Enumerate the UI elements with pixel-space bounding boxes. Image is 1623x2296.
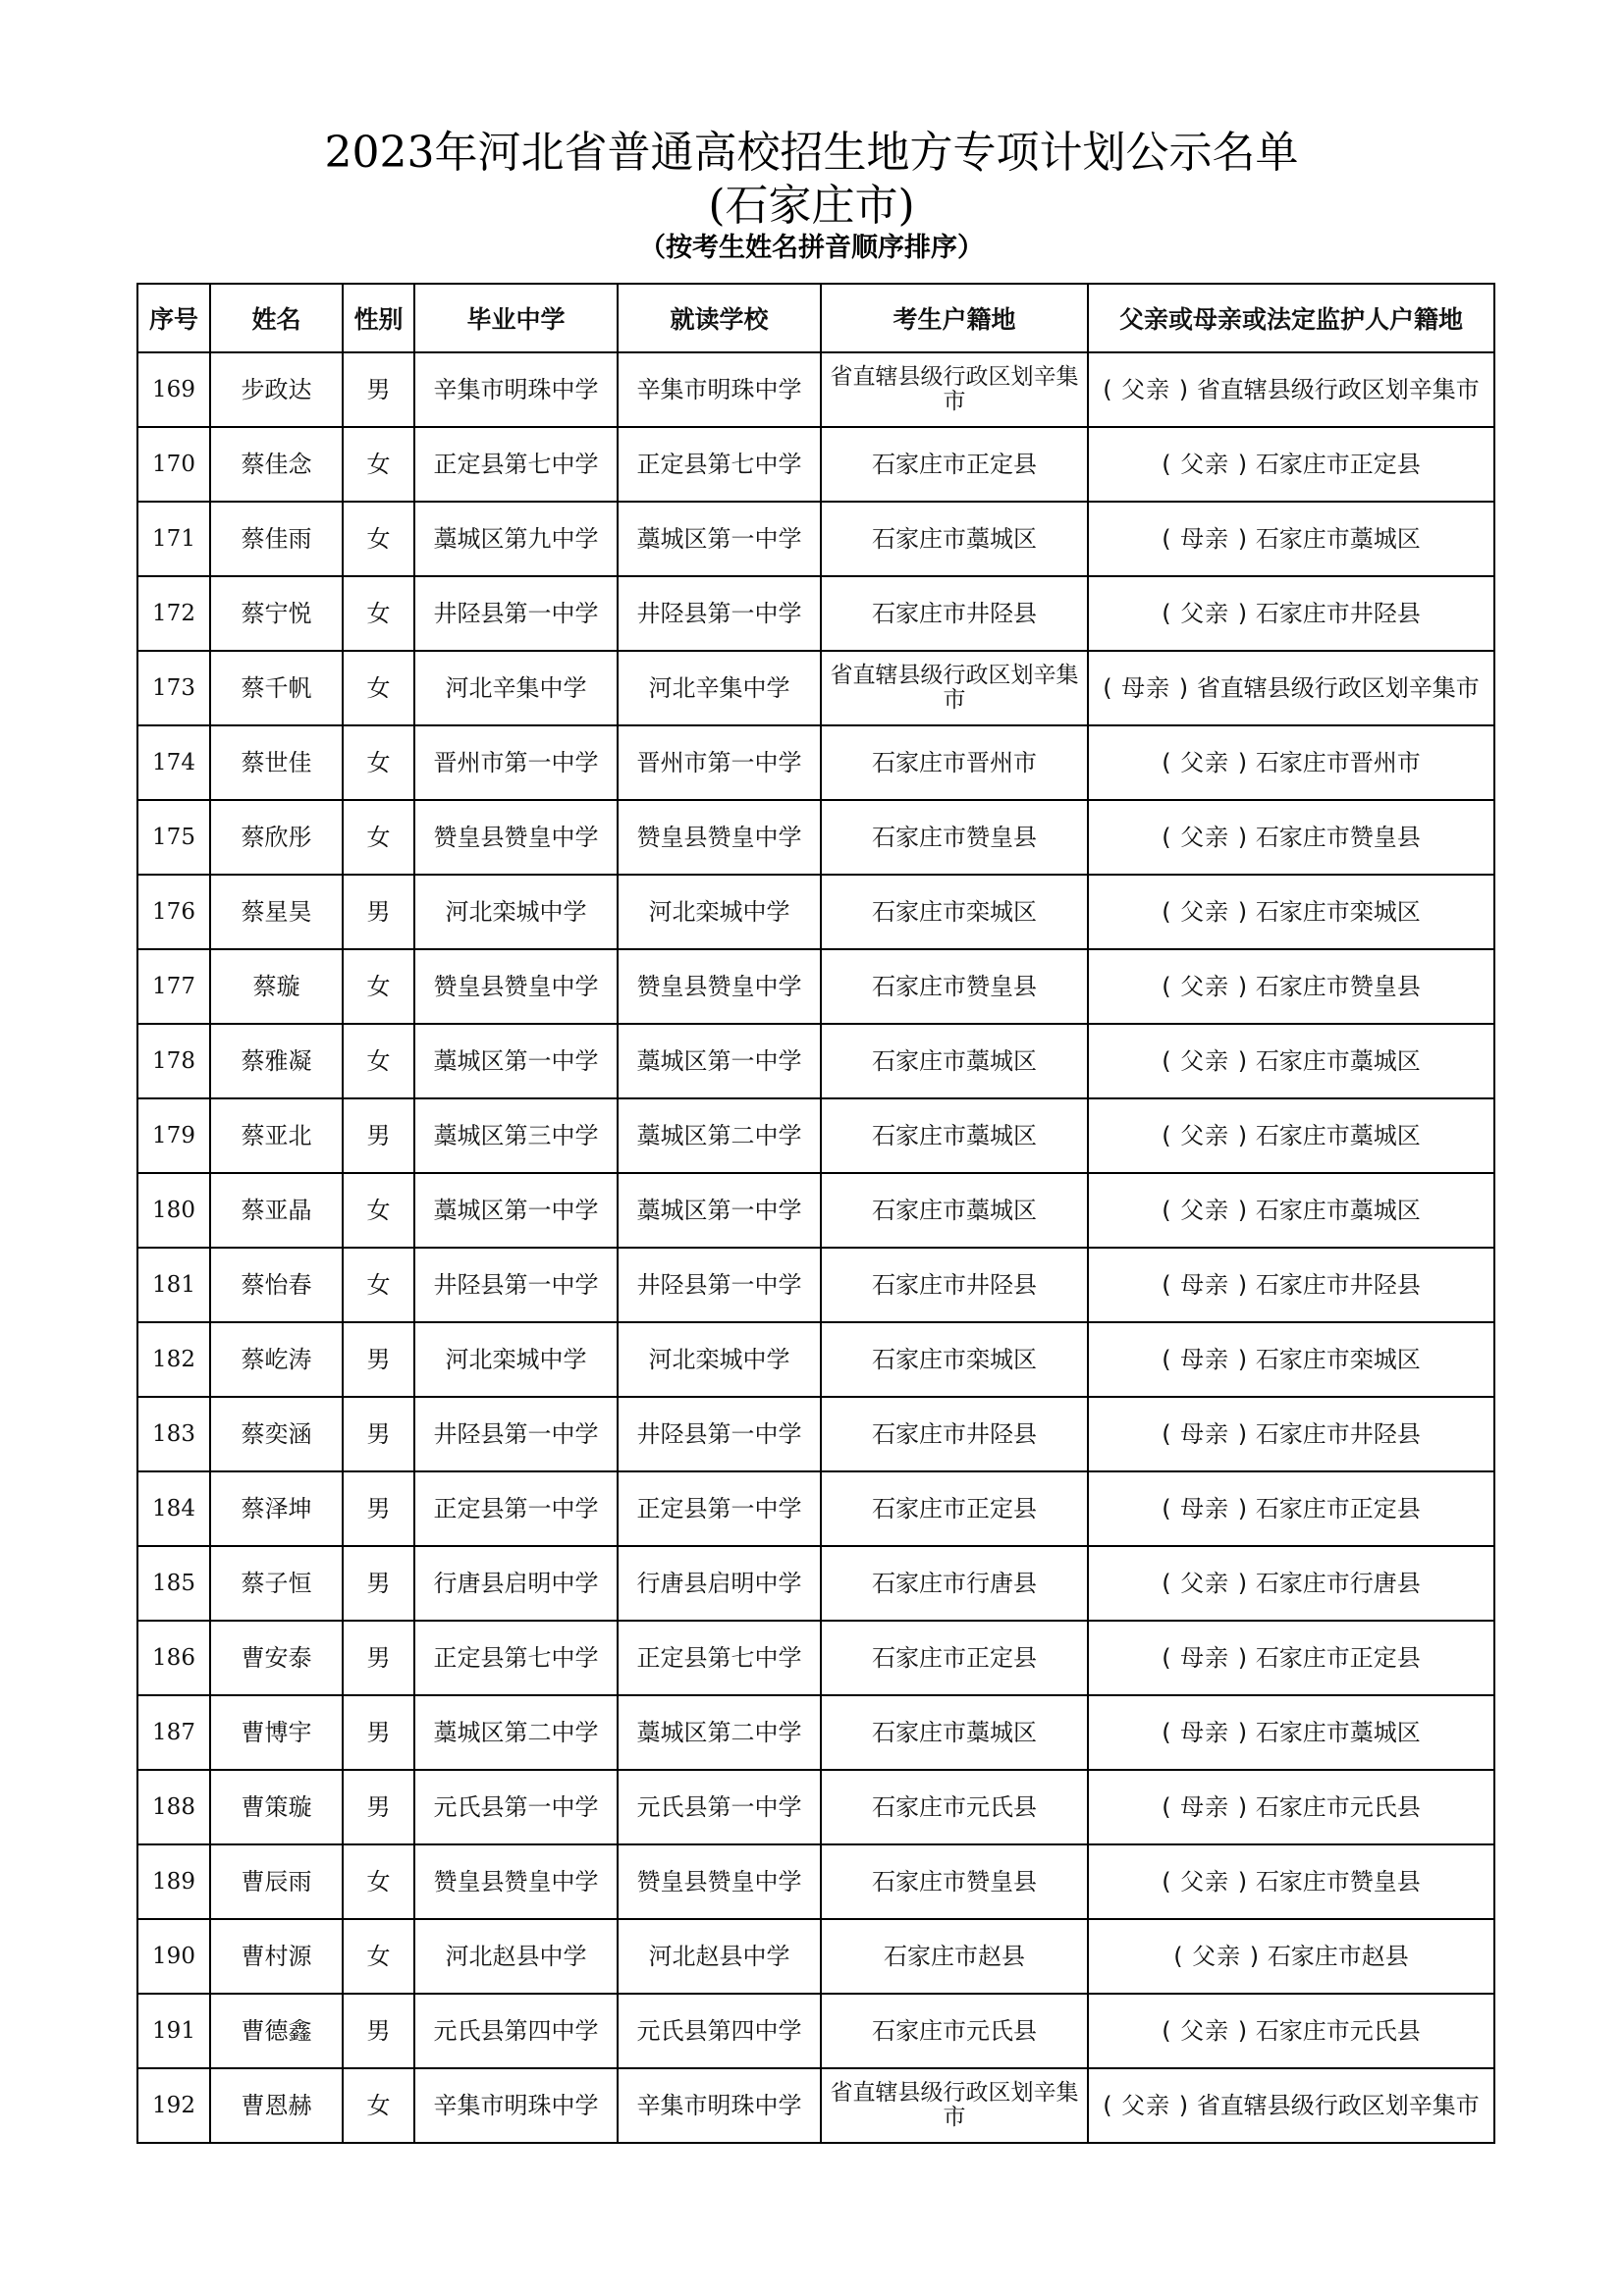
parent-relation: ( 母亲 ) xyxy=(1162,1420,1249,1448)
cell-grad-school: 井陉县第一中学 xyxy=(414,1397,618,1471)
parent-hukou-place: 石家庄市正定县 xyxy=(1255,451,1421,478)
cell-name: 蔡怡春 xyxy=(210,1248,343,1322)
cell-no: 191 xyxy=(137,1994,210,2068)
parent-hukou-place: 石家庄市藁城区 xyxy=(1255,1122,1421,1149)
cell-name: 曹村源 xyxy=(210,1919,343,1994)
cell-gender: 男 xyxy=(343,352,414,427)
parent-hukou-place: 石家庄市赵县 xyxy=(1267,1943,1409,1970)
cell-grad-school: 藁城区第一中学 xyxy=(414,1024,618,1098)
cell-name: 曹安泰 xyxy=(210,1621,343,1695)
cell-no: 181 xyxy=(137,1248,210,1322)
cell-no: 178 xyxy=(137,1024,210,1098)
cell-hukou: 石家庄市正定县 xyxy=(821,1471,1088,1546)
table-row xyxy=(137,1322,1494,1397)
cell-parent-hukou xyxy=(1088,800,1494,875)
cell-parent-hukou xyxy=(1088,949,1494,1024)
cell-no: 173 xyxy=(137,651,210,725)
parent-relation: ( 母亲 ) xyxy=(1162,1644,1249,1672)
cell-current-school: 正定县第七中学 xyxy=(618,1621,821,1695)
cell-no: 169 xyxy=(137,352,210,427)
cell-hukou: 石家庄市赞皇县 xyxy=(821,1844,1088,1919)
cell-grad-school: 行唐县启明中学 xyxy=(414,1546,618,1621)
cell-gender: 女 xyxy=(343,800,414,875)
cell-hukou: 石家庄市行唐县 xyxy=(821,1546,1088,1621)
cell-hukou: 石家庄市藁城区 xyxy=(821,502,1088,576)
parent-relation: ( 父亲 ) xyxy=(1162,973,1249,1000)
cell-grad-school: 藁城区第一中学 xyxy=(414,1173,618,1248)
cell-gender: 女 xyxy=(343,725,414,800)
header-cell-gender: 性别 xyxy=(343,284,414,352)
parent-relation: ( 父亲 ) xyxy=(1162,749,1249,776)
cell-grad-school: 河北赵县中学 xyxy=(414,1919,618,1994)
cell-no: 172 xyxy=(137,576,210,651)
cell-grad-school: 晋州市第一中学 xyxy=(414,725,618,800)
cell-no: 186 xyxy=(137,1621,210,1695)
parent-relation: ( 母亲 ) xyxy=(1162,525,1249,553)
table-row xyxy=(137,1621,1494,1695)
cell-name: 蔡奕涵 xyxy=(210,1397,343,1471)
table-row xyxy=(137,725,1494,800)
cell-parent-hukou xyxy=(1088,1098,1494,1173)
parent-hukou-place: 石家庄市晋州市 xyxy=(1255,749,1421,776)
table-row xyxy=(137,427,1494,502)
cell-parent-hukou xyxy=(1088,1994,1494,2068)
cell-grad-school: 辛集市明珠中学 xyxy=(414,352,618,427)
parent-hukou-place: 省直辖县级行政区划辛集市 xyxy=(1196,2091,1480,2119)
cell-hukou: 石家庄市井陉县 xyxy=(821,576,1088,651)
parent-relation: ( 父亲 ) xyxy=(1173,1943,1261,1970)
cell-grad-school: 赞皇县赞皇中学 xyxy=(414,949,618,1024)
cell-name: 曹博宇 xyxy=(210,1695,343,1770)
cell-parent-hukou xyxy=(1088,1770,1494,1844)
cell-no: 190 xyxy=(137,1919,210,1994)
table-row xyxy=(137,1248,1494,1322)
cell-no: 185 xyxy=(137,1546,210,1621)
cell-hukou: 石家庄市藁城区 xyxy=(821,1173,1088,1248)
cell-name: 蔡璇 xyxy=(210,949,343,1024)
cell-parent-hukou xyxy=(1088,2068,1494,2143)
cell-current-school: 晋州市第一中学 xyxy=(618,725,821,800)
table-row xyxy=(137,2068,1494,2143)
header-cell-name: 姓名 xyxy=(210,284,343,352)
table-row xyxy=(137,1770,1494,1844)
parent-relation: ( 母亲 ) xyxy=(1162,1271,1249,1299)
cell-hukou: 省直辖县级行政区划辛集市 xyxy=(821,352,1088,427)
cell-parent-hukou xyxy=(1088,1024,1494,1098)
cell-gender: 女 xyxy=(343,949,414,1024)
cell-current-school: 元氏县第四中学 xyxy=(618,1994,821,2068)
table-body xyxy=(137,352,1494,2143)
parent-hukou-place: 石家庄市栾城区 xyxy=(1255,1346,1421,1373)
cell-name: 蔡亚北 xyxy=(210,1098,343,1173)
cell-gender: 女 xyxy=(343,1919,414,1994)
cell-parent-hukou xyxy=(1088,1322,1494,1397)
cell-gender: 女 xyxy=(343,2068,414,2143)
cell-current-school: 赞皇县赞皇中学 xyxy=(618,800,821,875)
cell-grad-school: 河北栾城中学 xyxy=(414,875,618,949)
cell-current-school: 辛集市明珠中学 xyxy=(618,2068,821,2143)
cell-grad-school: 正定县第一中学 xyxy=(414,1471,618,1546)
cell-gender: 女 xyxy=(343,576,414,651)
cell-parent-hukou xyxy=(1088,427,1494,502)
cell-name: 蔡千帆 xyxy=(210,651,343,725)
cell-name: 蔡佳雨 xyxy=(210,502,343,576)
cell-parent-hukou xyxy=(1088,1844,1494,1919)
cell-parent-hukou xyxy=(1088,1695,1494,1770)
cell-hukou: 石家庄市井陉县 xyxy=(821,1397,1088,1471)
cell-gender: 男 xyxy=(343,1770,414,1844)
parent-hukou-place: 石家庄市栾城区 xyxy=(1255,898,1421,926)
table-row xyxy=(137,1994,1494,2068)
cell-name: 蔡星昊 xyxy=(210,875,343,949)
header-cell-hukou: 考生户籍地 xyxy=(821,284,1088,352)
parent-hukou-place: 省直辖县级行政区划辛集市 xyxy=(1196,375,1480,403)
cell-parent-hukou xyxy=(1088,875,1494,949)
cell-current-school: 井陉县第一中学 xyxy=(618,1397,821,1471)
cell-current-school: 正定县第七中学 xyxy=(618,427,821,502)
parent-relation: ( 父亲 ) xyxy=(1162,2017,1249,2045)
cell-current-school: 井陉县第一中学 xyxy=(618,1248,821,1322)
parent-hukou-place: 石家庄市赞皇县 xyxy=(1255,824,1421,851)
table-row xyxy=(137,576,1494,651)
cell-current-school: 河北栾城中学 xyxy=(618,1322,821,1397)
table-row xyxy=(137,1098,1494,1173)
cell-current-school: 藁城区第二中学 xyxy=(618,1098,821,1173)
cell-gender: 男 xyxy=(343,1098,414,1173)
cell-grad-school: 赞皇县赞皇中学 xyxy=(414,1844,618,1919)
cell-hukou: 石家庄市藁城区 xyxy=(821,1098,1088,1173)
cell-grad-school: 井陉县第一中学 xyxy=(414,576,618,651)
parent-relation: ( 父亲 ) xyxy=(1162,1197,1249,1224)
cell-grad-school: 河北栾城中学 xyxy=(414,1322,618,1397)
table-row xyxy=(137,1397,1494,1471)
parent-relation: ( 父亲 ) xyxy=(1162,1122,1249,1149)
header-cell-parent-hukou: 父亲或母亲或法定监护人户籍地 xyxy=(1088,284,1494,352)
table-row xyxy=(137,800,1494,875)
table-row xyxy=(137,1919,1494,1994)
cell-current-school: 辛集市明珠中学 xyxy=(618,352,821,427)
cell-hukou: 石家庄市赵县 xyxy=(821,1919,1088,1994)
parent-relation: ( 父亲 ) xyxy=(1162,1047,1249,1075)
cell-gender: 女 xyxy=(343,1844,414,1919)
parent-relation: ( 父亲 ) xyxy=(1103,375,1190,403)
cell-parent-hukou xyxy=(1088,1248,1494,1322)
table-row xyxy=(137,1173,1494,1248)
parent-hukou-place: 石家庄市行唐县 xyxy=(1255,1570,1421,1597)
cell-current-school: 河北栾城中学 xyxy=(618,875,821,949)
cell-parent-hukou xyxy=(1088,1546,1494,1621)
cell-name: 蔡欣彤 xyxy=(210,800,343,875)
cell-gender: 女 xyxy=(343,502,414,576)
parent-hukou-place: 石家庄市井陉县 xyxy=(1255,1420,1421,1448)
cell-grad-school: 井陉县第一中学 xyxy=(414,1248,618,1322)
cell-name: 曹德鑫 xyxy=(210,1994,343,2068)
parent-hukou-place: 石家庄市井陉县 xyxy=(1255,600,1421,627)
table-row xyxy=(137,1844,1494,1919)
table-row xyxy=(137,1695,1494,1770)
page-subtitle: (石家庄市) xyxy=(708,181,915,231)
cell-no: 177 xyxy=(137,949,210,1024)
cell-name: 蔡亚晶 xyxy=(210,1173,343,1248)
cell-current-school: 正定县第一中学 xyxy=(618,1471,821,1546)
cell-hukou: 省直辖县级行政区划辛集市 xyxy=(821,651,1088,725)
header-cell-grad-school: 毕业中学 xyxy=(414,284,618,352)
cell-name: 蔡泽坤 xyxy=(210,1471,343,1546)
parent-relation: ( 母亲 ) xyxy=(1162,1793,1249,1821)
parent-hukou-place: 石家庄市藁城区 xyxy=(1255,1719,1421,1746)
cell-gender: 男 xyxy=(343,1994,414,2068)
table-row xyxy=(137,875,1494,949)
cell-parent-hukou xyxy=(1088,1471,1494,1546)
cell-grad-school: 藁城区第九中学 xyxy=(414,502,618,576)
cell-current-school: 元氏县第一中学 xyxy=(618,1770,821,1844)
cell-no: 179 xyxy=(137,1098,210,1173)
parent-relation: ( 母亲 ) xyxy=(1103,673,1190,702)
cell-hukou: 省直辖县级行政区划辛集市 xyxy=(821,2068,1088,2143)
cell-gender: 男 xyxy=(343,1397,414,1471)
cell-current-school: 行唐县启明中学 xyxy=(618,1546,821,1621)
cell-parent-hukou xyxy=(1088,576,1494,651)
cell-parent-hukou xyxy=(1088,1919,1494,1994)
header-cell-current-school: 就读学校 xyxy=(618,284,821,352)
cell-parent-hukou xyxy=(1088,725,1494,800)
cell-no: 184 xyxy=(137,1471,210,1546)
parent-relation: ( 父亲 ) xyxy=(1162,824,1249,851)
parent-hukou-place: 石家庄市正定县 xyxy=(1255,1495,1421,1522)
cell-no: 170 xyxy=(137,427,210,502)
cell-name: 蔡佳念 xyxy=(210,427,343,502)
cell-hukou: 石家庄市正定县 xyxy=(821,427,1088,502)
table-header xyxy=(137,284,1494,352)
cell-current-school: 河北赵县中学 xyxy=(618,1919,821,1994)
cell-grad-school: 赞皇县赞皇中学 xyxy=(414,800,618,875)
parent-relation: ( 父亲 ) xyxy=(1162,898,1249,926)
parent-hukou-place: 石家庄市赞皇县 xyxy=(1255,1868,1421,1896)
cell-gender: 男 xyxy=(343,1621,414,1695)
cell-no: 182 xyxy=(137,1322,210,1397)
cell-grad-school: 正定县第七中学 xyxy=(414,1621,618,1695)
cell-hukou: 石家庄市栾城区 xyxy=(821,875,1088,949)
parent-hukou-place: 省直辖县级行政区划辛集市 xyxy=(1196,673,1480,702)
cell-current-school: 赞皇县赞皇中学 xyxy=(618,1844,821,1919)
cell-gender: 男 xyxy=(343,875,414,949)
sort-note: （按考生姓名拼音顺序排序） xyxy=(639,233,984,263)
cell-gender: 女 xyxy=(343,651,414,725)
parent-relation: ( 父亲 ) xyxy=(1162,600,1249,627)
parent-relation: ( 父亲 ) xyxy=(1162,1868,1249,1896)
cell-grad-school: 藁城区第三中学 xyxy=(414,1098,618,1173)
parent-hukou-place: 石家庄市井陉县 xyxy=(1255,1271,1421,1299)
cell-no: 176 xyxy=(137,875,210,949)
cell-grad-school: 正定县第七中学 xyxy=(414,427,618,502)
cell-no: 192 xyxy=(137,2068,210,2143)
table-row xyxy=(137,1546,1494,1621)
parent-hukou-place: 石家庄市元氏县 xyxy=(1255,2017,1421,2045)
cell-hukou: 石家庄市栾城区 xyxy=(821,1322,1088,1397)
table-row xyxy=(137,502,1494,576)
cell-no: 171 xyxy=(137,502,210,576)
cell-current-school: 赞皇县赞皇中学 xyxy=(618,949,821,1024)
cell-no: 189 xyxy=(137,1844,210,1919)
cell-name: 曹策璇 xyxy=(210,1770,343,1844)
cell-name: 蔡宁悦 xyxy=(210,576,343,651)
cell-gender: 女 xyxy=(343,1024,414,1098)
cell-no: 183 xyxy=(137,1397,210,1471)
cell-hukou: 石家庄市藁城区 xyxy=(821,1024,1088,1098)
table-row xyxy=(137,1471,1494,1546)
cell-gender: 男 xyxy=(343,1695,414,1770)
header-cell-no: 序号 xyxy=(137,284,210,352)
cell-gender: 女 xyxy=(343,1248,414,1322)
cell-current-school: 藁城区第一中学 xyxy=(618,1024,821,1098)
cell-no: 180 xyxy=(137,1173,210,1248)
table-row xyxy=(137,651,1494,725)
parent-relation: ( 父亲 ) xyxy=(1103,2091,1190,2119)
cell-current-school: 藁城区第一中学 xyxy=(618,502,821,576)
cell-no: 188 xyxy=(137,1770,210,1844)
cell-grad-school: 藁城区第二中学 xyxy=(414,1695,618,1770)
parent-hukou-place: 石家庄市元氏县 xyxy=(1255,1793,1421,1821)
cell-grad-school: 河北辛集中学 xyxy=(414,651,618,725)
cell-gender: 男 xyxy=(343,1546,414,1621)
cell-parent-hukou xyxy=(1088,1621,1494,1695)
cell-parent-hukou xyxy=(1088,1173,1494,1248)
table-row xyxy=(137,352,1494,427)
parent-hukou-place: 石家庄市赞皇县 xyxy=(1255,973,1421,1000)
cell-name: 蔡屹涛 xyxy=(210,1322,343,1397)
cell-hukou: 石家庄市藁城区 xyxy=(821,1695,1088,1770)
cell-name: 曹辰雨 xyxy=(210,1844,343,1919)
cell-gender: 男 xyxy=(343,1471,414,1546)
cell-current-school: 河北辛集中学 xyxy=(618,651,821,725)
cell-gender: 男 xyxy=(343,1322,414,1397)
parent-hukou-place: 石家庄市正定县 xyxy=(1255,1644,1421,1672)
cell-grad-school: 元氏县第一中学 xyxy=(414,1770,618,1844)
page-title: 2023年河北省普通高校招生地方专项计划公示名单 xyxy=(324,128,1299,178)
parent-hukou-place: 石家庄市藁城区 xyxy=(1255,1047,1421,1075)
cell-name: 蔡雅凝 xyxy=(210,1024,343,1098)
cell-name: 蔡世佳 xyxy=(210,725,343,800)
cell-no: 175 xyxy=(137,800,210,875)
cell-no: 174 xyxy=(137,725,210,800)
cell-current-school: 藁城区第二中学 xyxy=(618,1695,821,1770)
parent-relation: ( 母亲 ) xyxy=(1162,1719,1249,1746)
cell-parent-hukou xyxy=(1088,352,1494,427)
parent-relation: ( 父亲 ) xyxy=(1162,1570,1249,1597)
cell-parent-hukou xyxy=(1088,651,1494,725)
cell-current-school: 井陉县第一中学 xyxy=(618,576,821,651)
parent-hukou-place: 石家庄市藁城区 xyxy=(1255,525,1421,553)
parent-relation: ( 母亲 ) xyxy=(1162,1346,1249,1373)
cell-no: 187 xyxy=(137,1695,210,1770)
table-row xyxy=(137,1024,1494,1098)
cell-hukou: 石家庄市井陉县 xyxy=(821,1248,1088,1322)
cell-grad-school: 元氏县第四中学 xyxy=(414,1994,618,2068)
roster-table xyxy=(136,283,1495,2144)
cell-hukou: 石家庄市元氏县 xyxy=(821,1994,1088,2068)
header-row xyxy=(137,284,1494,352)
cell-hukou: 石家庄市正定县 xyxy=(821,1621,1088,1695)
cell-name: 蔡子恒 xyxy=(210,1546,343,1621)
cell-gender: 女 xyxy=(343,427,414,502)
cell-current-school: 藁城区第一中学 xyxy=(618,1173,821,1248)
cell-parent-hukou xyxy=(1088,502,1494,576)
table-row xyxy=(137,949,1494,1024)
cell-hukou: 石家庄市赞皇县 xyxy=(821,800,1088,875)
cell-name: 曹恩赫 xyxy=(210,2068,343,2143)
cell-hukou: 石家庄市元氏县 xyxy=(821,1770,1088,1844)
parent-relation: ( 母亲 ) xyxy=(1162,1495,1249,1522)
cell-hukou: 石家庄市赞皇县 xyxy=(821,949,1088,1024)
cell-hukou: 石家庄市晋州市 xyxy=(821,725,1088,800)
cell-parent-hukou xyxy=(1088,1397,1494,1471)
parent-hukou-place: 石家庄市藁城区 xyxy=(1255,1197,1421,1224)
cell-grad-school: 辛集市明珠中学 xyxy=(414,2068,618,2143)
parent-relation: ( 父亲 ) xyxy=(1162,451,1249,478)
cell-gender: 女 xyxy=(343,1173,414,1248)
cell-name: 步政达 xyxy=(210,352,343,427)
